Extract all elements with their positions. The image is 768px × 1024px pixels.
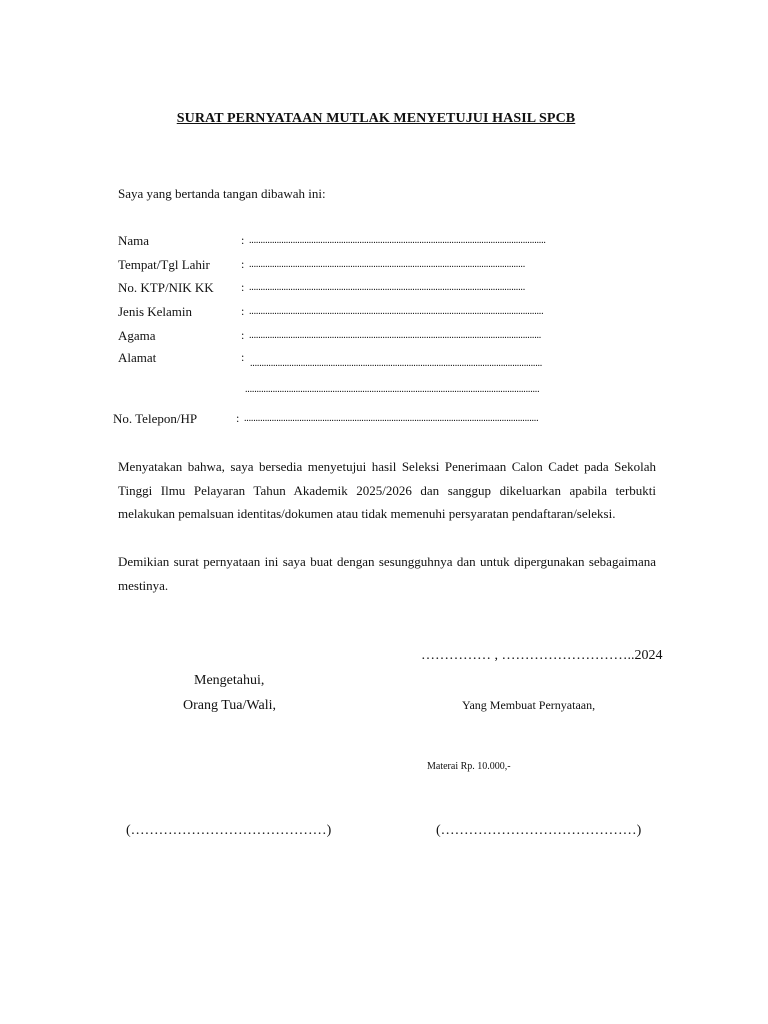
witness-heading: Mengetahui, (194, 673, 265, 688)
guardian-role: Orang Tua/Wali, (183, 698, 276, 713)
field-separator: : (241, 233, 245, 247)
field-separator: : (241, 328, 245, 342)
field-blank-line[interactable]: ................................................................................................................................ (245, 384, 540, 395)
field-label: Alamat (118, 350, 157, 365)
field-label: Tempat/Tgl Lahir (118, 257, 210, 272)
intro-text: Saya yang bertanda tangan dibawah ini: (118, 186, 326, 201)
guardian-name-line[interactable]: (……………………………………) (126, 823, 332, 838)
field-separator: : (241, 280, 245, 294)
field-label: Nama (118, 233, 150, 248)
field-blank-line[interactable]: ................................................................................................................................ (244, 413, 539, 424)
field-separator: : (241, 350, 245, 364)
field-label: No. KTP/NIK KK (118, 280, 214, 295)
field-label: Agama (118, 328, 156, 343)
field-blank-line[interactable]: ........................................................................................................................ (249, 282, 526, 293)
field-separator: : (241, 257, 245, 271)
field-blank-line[interactable]: ........................................................................................................................ (249, 259, 526, 270)
declarant-role: Yang Membuat Pernyataan, (462, 698, 596, 712)
field-blank-line[interactable]: ................................................................................................................................ (249, 306, 544, 317)
stamp-duty-note: Materai Rp. 10.000,- (427, 761, 511, 772)
field-blank-line[interactable]: ............................................................................................................................... (250, 358, 543, 369)
field-separator: : (236, 411, 240, 425)
field-label: Jenis Kelamin (118, 304, 193, 319)
field-label: No. Telepon/HP (113, 411, 198, 426)
field-separator: : (241, 304, 245, 318)
field-blank-line[interactable]: ................................................................................................................................. (249, 235, 546, 246)
closing-paragraph: Demikian surat pernyataan ini saya buat dengan sesungguhnya dan untuk dipergunakan sebagaimana mestinya. (118, 554, 656, 593)
document-title: SURAT PERNYATAAN MUTLAK MENYETUJUI HASIL SPCB (176, 111, 576, 126)
place-date-line[interactable]: …………… , ………………………..2024 (421, 648, 663, 663)
declarant-name-line[interactable]: (……………………………………) (436, 823, 642, 838)
field-blank-line[interactable]: ............................................................................................................................... (249, 330, 542, 341)
statement-paragraph: Menyatakan bahwa, saya bersedia menyetujui hasil Seleksi Penerimaan Calon Cadet pada Sekolah Tinggi Ilmu Pelayaran Tahun Akademik 2025/2026 dan sanggup dikeluarkan apabila terbukti melakukan pemalsuan identitas/dokumen atau tidak memenuhi persyaratan pendaftaran/seleksi. (118, 459, 656, 521)
